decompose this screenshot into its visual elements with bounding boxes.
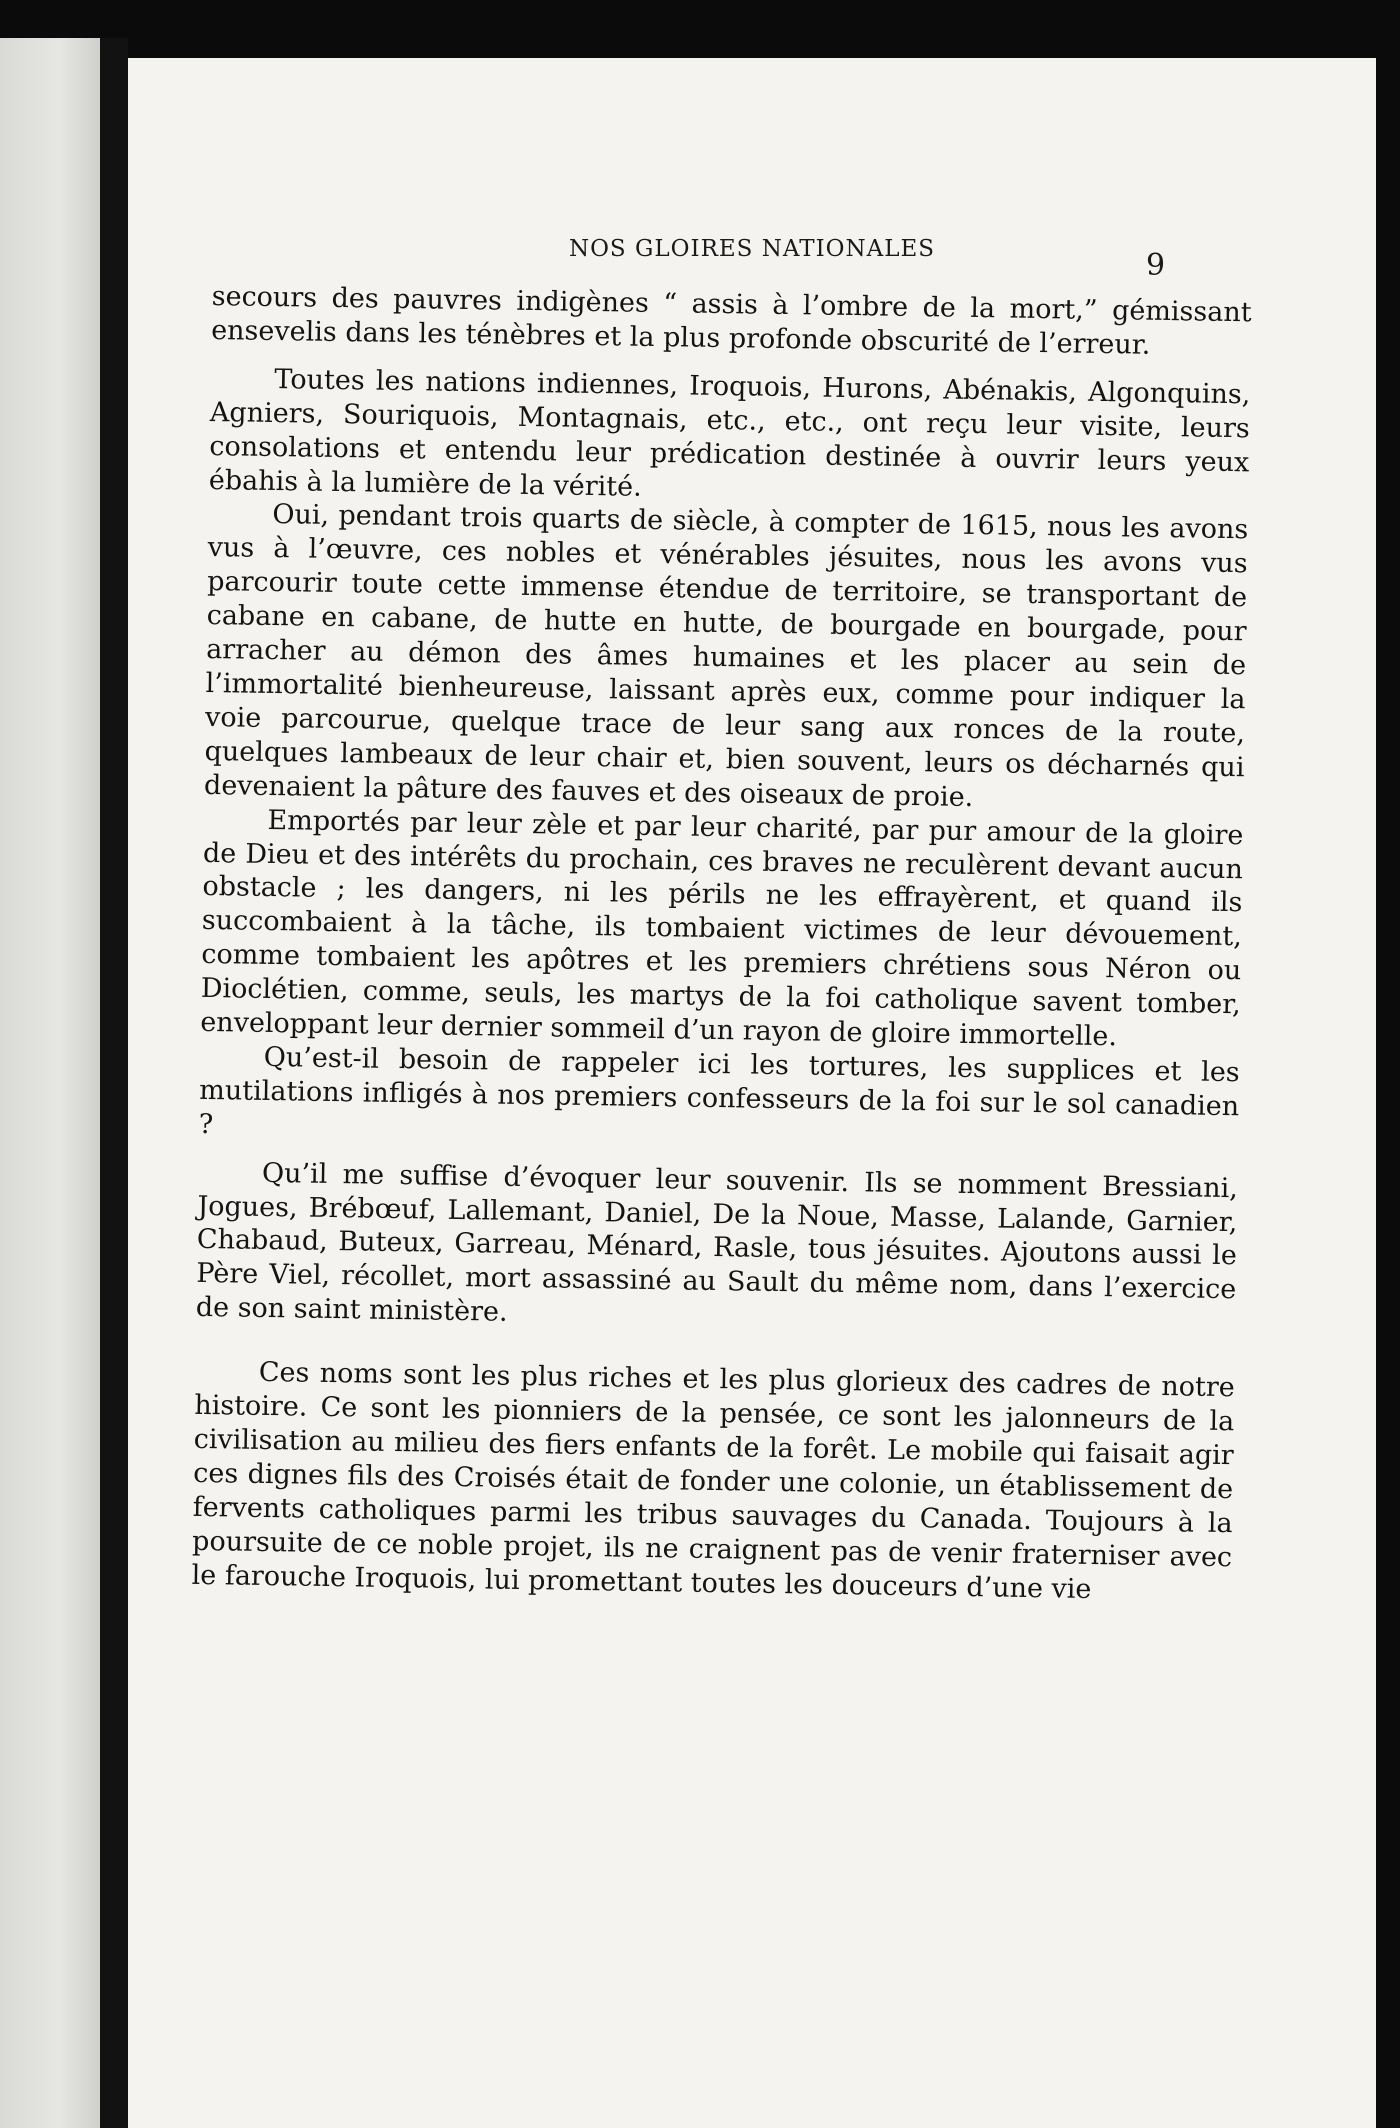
paragraph: Toutes les nations indiennes, Iroquois, Hurons, Abénakis, Algonquins, Agniers, Souriquois, Montagnais, etc., etc., ont reçu leur visite, leurs consolations et entendu leur prédication destinée à ouvrir leurs yeux ébahis à la lumière de la vérité. [208,363,1251,503]
paragraph-continuation: secours des pauvres indigènes “ assis à l’ombre de la mort,” gémissant ensevelis dans les ténèbres et la plus profonde obscurité de l’erreur. [210,280,1252,361]
paragraph: Emportés par leur zèle et par leur charité, par pur amour de la gloire de Dieu et des intérêts du prochain, ces braves ne reculèrent devant aucun obstacle ; les dangers, ni les périls ne les effrayèrent, et quand ils succombaient à la tâche, ils tombaient victimes de leur dévouement, comme tombaient les apôtres et les premiers chrétiens sous Néron ou Dioclétien, comme, seuls, les martys de la foi catholique savent tomber, enveloppant leur dernier sommeil d’un rayon de gloire immortelle. [200,804,1244,1053]
page-number: 9 [1146,248,1166,283]
facing-page-edge [0,38,100,2128]
paragraph: Oui, pendant trois quarts de siècle, à compter de 1615, nous les avons vus à l’œuvre, ces nobles et vénérables jésuites, nous les avons vus parcourir toute cette immense étendue de territoire, se transportant de cabane en cabane, de hutte en hutte, de bourgade en bourgade, pour arracher au démon des âmes humaines et les placer au sein de l’immortalité bienheureuse, laissant après eux, comme pour indiquer la voie parcourue, quelque trace de leur sang aux ronces de la route, quelques lambeaux de leur chair et, bien souvent, leurs os décharnés qui devenaient la pâture des fauves et des oiseaux de proie. [203,499,1249,813]
book-gutter [100,38,128,2128]
book-page [128,58,1376,2128]
paragraph: Ces noms sont les plus riches et les plus glorieux des cadres de notre histoire. Ce sont les pionniers de la pensée, ce sont les jalonneurs de la civilisation au milieu des fiers enfants de la forêt. Le mobile qui faisait agir ces dignes fils des Croisés était de fonder une colonie, un établissement de fervents catholiques parmi les tribus sauvages du Canada. Toujours à la poursuite de ce noble projet, ils ne craignent pas de venir fraterniser avec le farouche Iroquois, lui promettant toutes les douceurs d’une vie [191,1357,1235,1605]
paragraph: Qu’est-il besoin de rappeler ici les tortures, les supplices et les mutilations infligés à nos premiers confesseurs de la foi sur le sol canadien ? [198,1041,1240,1140]
paragraph: Qu’il me suffise d’évoquer leur souvenir. Ils se nomment Bressiani, Jogues, Brébœuf, Lallemant, Daniel, De la Noue, Masse, Lalande, Garnier, Chabaud, Buteux, Garreau, Ménard, Rasle, tous jésuites. Ajoutons aussi le Père Viel, récollet, mort assassiné au Sault du même nom, dans l’exercice de son saint ministère. [195,1157,1239,1329]
body-text [191,280,1251,1609]
running-head: NOS GLOIRES NATIONALES [568,236,936,262]
